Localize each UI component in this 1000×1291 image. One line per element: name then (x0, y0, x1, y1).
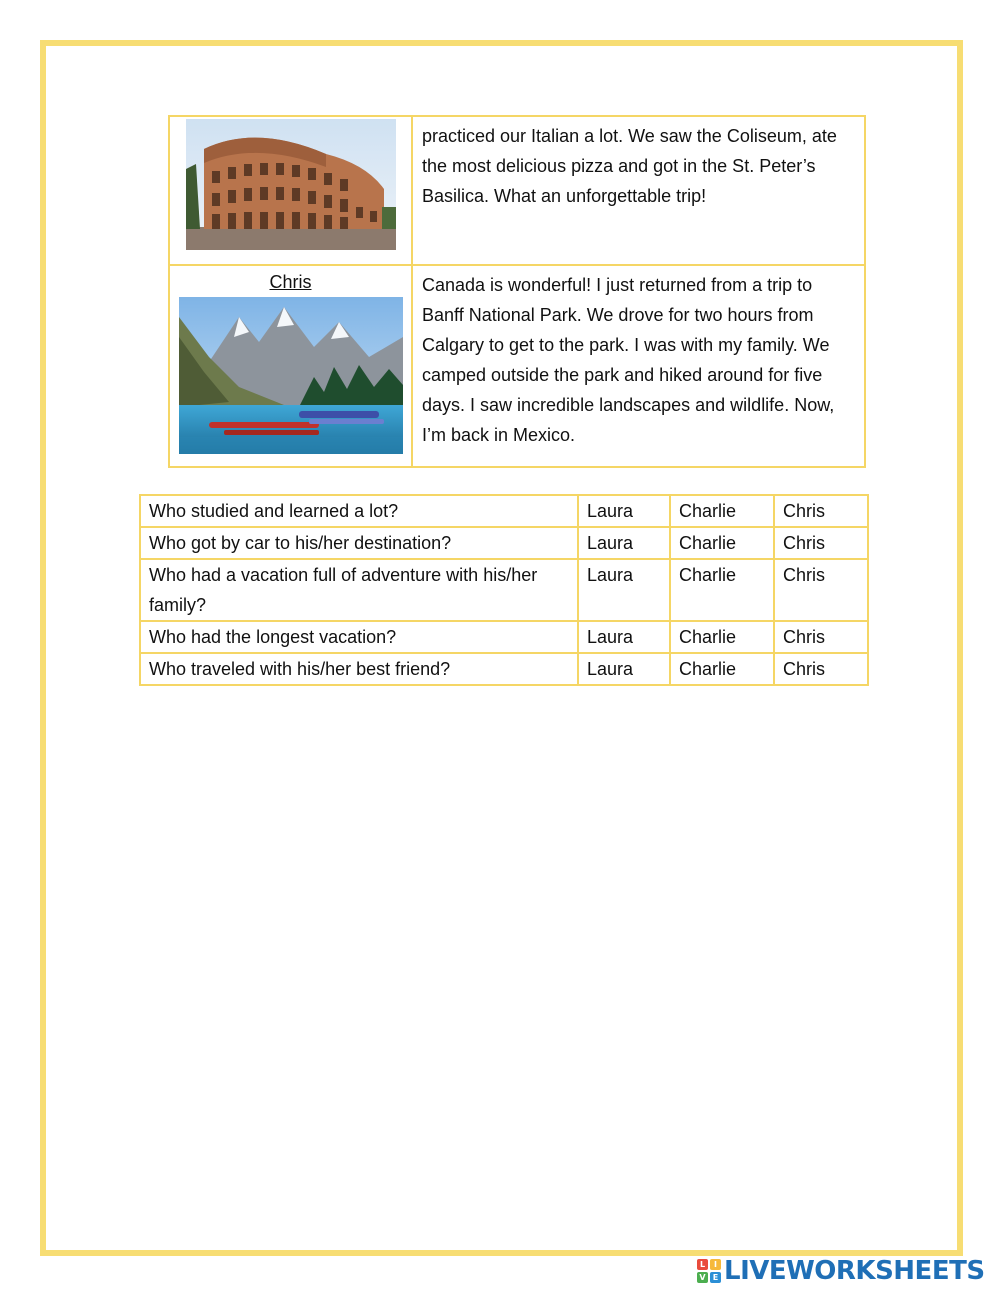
option-chris[interactable]: Chris (774, 527, 868, 559)
person-name: Chris (269, 272, 312, 292)
option-laura[interactable]: Laura (578, 653, 670, 685)
option-chris[interactable]: Chris (774, 621, 868, 653)
colosseum-photo (186, 119, 396, 250)
question-text: Who traveled with his/her best friend? (140, 653, 578, 685)
quiz-table (139, 494, 869, 686)
quiz-row (140, 527, 868, 559)
option-charlie[interactable]: Charlie (670, 621, 774, 653)
option-charlie[interactable]: Charlie (670, 527, 774, 559)
liveworksheets-logo[interactable] (697, 1255, 985, 1287)
story-text: Canada is wonderful! I just returned from a trip to Banff National Park. We drove for two hours from Calgary to get to the park. I was with my family. We camped outside the park and hiked around for five days. I saw incredible landscapes and wildlife. Now, I’m back in Mexico. (412, 265, 865, 467)
question-text: Who studied and learned a lot? (140, 495, 578, 527)
story-image-cell (169, 265, 412, 467)
quiz-row (140, 621, 868, 653)
brand-name: LIVEWORKSHEETS (724, 1256, 985, 1286)
option-laura[interactable]: Laura (578, 495, 670, 527)
quiz-row (140, 559, 868, 621)
story-table (168, 115, 866, 468)
option-charlie[interactable]: Charlie (670, 653, 774, 685)
option-chris[interactable]: Chris (774, 653, 868, 685)
option-chris[interactable]: Chris (774, 559, 868, 621)
canada-lake-photo (179, 297, 403, 454)
option-charlie[interactable]: Charlie (670, 559, 774, 621)
quiz-row (140, 495, 868, 527)
story-image-cell (169, 116, 412, 265)
logo-blocks-icon: L I V E (697, 1259, 721, 1283)
story-text: practiced our Italian a lot. We saw the Coliseum, ate the most delicious pizza and got in the St. Peter’s Basilica. What an unforgettable trip! (412, 116, 865, 265)
story-row (169, 265, 865, 467)
quiz-row (140, 653, 868, 685)
option-laura[interactable]: Laura (578, 527, 670, 559)
question-text: Who had a vacation full of adventure with his/her family? (140, 559, 578, 621)
story-row (169, 116, 865, 265)
option-chris[interactable]: Chris (774, 495, 868, 527)
option-laura[interactable]: Laura (578, 559, 670, 621)
question-text: Who got by car to his/her destination? (140, 527, 578, 559)
question-text: Who had the longest vacation? (140, 621, 578, 653)
option-laura[interactable]: Laura (578, 621, 670, 653)
option-charlie[interactable]: Charlie (670, 495, 774, 527)
